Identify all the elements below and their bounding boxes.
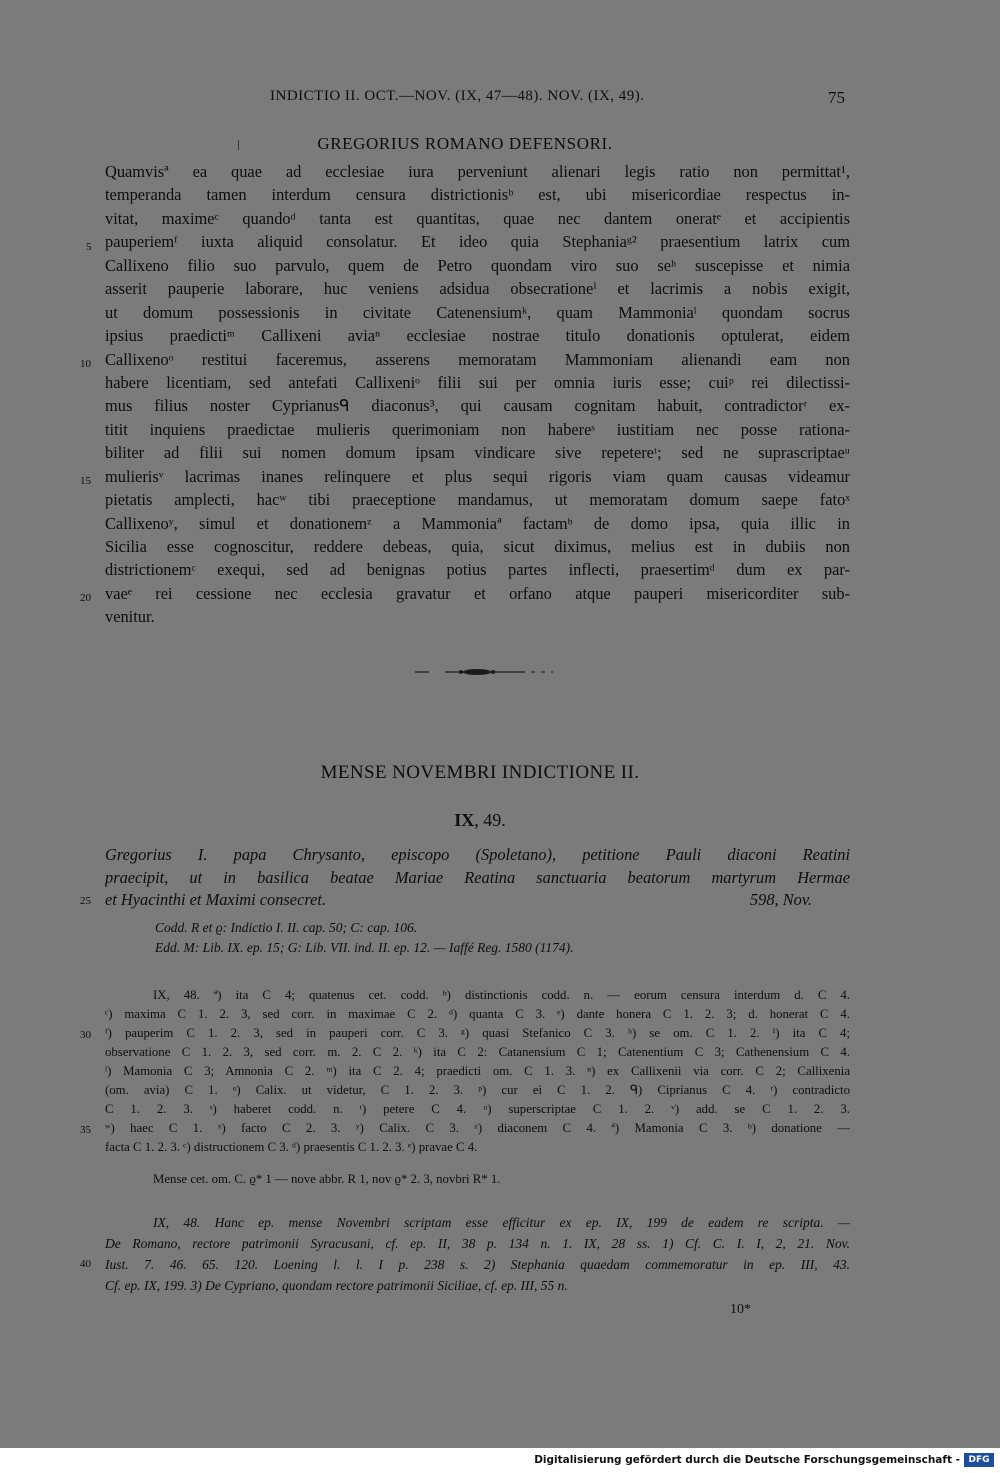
- sources-editions: Edd. M: Lib. IX. ep. 15; G: Lib. VII. ind. II. ep. 12. — Iaffé Reg. 1580 (1174).: [155, 939, 574, 955]
- letter-title: GREGORIUS ROMANO DEFENSORI.: [317, 134, 613, 153]
- ornament-divider: [415, 664, 565, 680]
- apparatus-line: facta C 1. 2. 3. ᶜ) distructionem C 3. ᵈ) praesentis C 1. 2. 3. ᵉ) pravae C 4.: [105, 1140, 478, 1154]
- regest: [105, 844, 850, 912]
- body-line: vitat, maximeᶜ quandoᵈ tanta est quantitas, quae nec dantem oneratᵉ et accipientis: [105, 208, 850, 228]
- body-line: ut domum possessionis in civitate Catenensiumᵏ, quam Mammoniaˡ quondam socrus: [105, 302, 850, 322]
- body-line: asserit pauperie laborare, huc veniens adsidua obsecrationeⁱ et lacrimis a nobis exigit,: [105, 279, 850, 299]
- footer-bar: [0, 1448, 1000, 1473]
- apparatus-line: ʷ) haec C 1. ˣ) facto C 2. 3. ʸ) Calix. C 3. ᶻ) diaconem C 4. ª) Mamonia C 3. ᵇ) donatione —: [105, 1121, 850, 1135]
- regest-line: Gregorius I. papa Chrysanto, episcopo (Spoletano), petitione Pauli diaconi Reatini: [105, 845, 850, 864]
- commentary-notes: [105, 1212, 850, 1296]
- body-line: venitur.: [105, 607, 155, 627]
- sheet-signature: 10*: [730, 1302, 751, 1317]
- body-line: Sicilia esse cognoscitur, reddere debeas, quia, sicut diximus, melius est in dubiis non: [105, 537, 850, 556]
- letter-body: [105, 160, 850, 629]
- apparatus-line: IX, 48. ª) ita C 4; quatenus cet. codd. ᵇ) distinctionis codd. n. — eorum censura interdum d. C 4.: [153, 988, 850, 1002]
- body-line: habere licentiam, sed antefati Callixeniᵒ filii sui per omnia iuris esse; cuiᵖ rei dilectissi-: [105, 372, 850, 392]
- footer-credit: Digitalisierung gefördert durch die Deutsche Forschungsgemeinschaft -: [534, 1454, 960, 1466]
- apparatus-line: (om. avia) C 1. ᵒ) Calix. ut videtur, C 1. 2. 3. ᵖ) cur ei C 1. 2. ᑫ) Ciprianus C 4. ʳ) contradicto: [105, 1083, 850, 1097]
- critical-apparatus: [105, 986, 850, 1157]
- letter-number-arabic: , 49.: [474, 810, 506, 830]
- running-head: INDICTIO II. OCT.—NOV. (IX, 47—48). NOV. (IX, 49).: [270, 88, 645, 104]
- body-line: Callixenoʸ, simul et donationemᶻ a Mammoniaª factamᵇ de domo ipsa, quia illic in: [105, 513, 850, 533]
- apparatus-line: ˡ) Mamonia C 3; Amnonia C 2. ᵐ) ita C 2. 4; praedicti om. C 1. 3. ⁿ) ex Callixenii via corr. C 2; Callixenia: [105, 1064, 850, 1078]
- line-number: 5: [86, 241, 92, 253]
- regest-last-line: [105, 889, 850, 912]
- line-number: 10: [80, 358, 91, 370]
- body-line: mus filius noster Cyprianusᑫ diaconus³, qui causam cognitam habuit, contradictorʳ ex-: [105, 396, 850, 416]
- sources-block: [155, 918, 855, 957]
- body-line: vaeᵉ rei cessione nec ecclesia gravatur et orfano atque pauperi misericorditer sub-: [105, 583, 850, 603]
- body-line: pietatis amplecti, hacʷ tibi praeceptione mandamus, ut memoratam domum saepe fatoˣ: [105, 490, 850, 510]
- line-number: 40: [80, 1258, 91, 1270]
- regest-date: 598, Nov.: [749, 890, 812, 909]
- line-number: 25: [80, 895, 91, 907]
- body-line: Callixeno filio suo parvulo, quem de Petro quondam viro suo seʰ suscepisse et nimia: [105, 255, 850, 275]
- letter-number-roman: IX: [454, 810, 475, 830]
- page-number: 75: [828, 88, 845, 107]
- commentary-line: IX, 48. Hanc ep. mense Novembri scriptam esse efficitur ex ep. IX, 199 de eadem re scripta. —: [153, 1215, 850, 1230]
- line-number: 35: [80, 1124, 91, 1136]
- apparatus-line: observatione C 1. 2. 3, sed corr. m. 2. C 2. ᵏ) ita C 2: Catanensium C 1; Catenentium C 3; Cathenensium C 4.: [105, 1045, 850, 1059]
- body-line: pauperiemᶠ iuxta aliquid consolatur. Et ideo quia Stephaniaᵍ² praesentium latrix cum: [105, 232, 850, 252]
- dfg-logo-icon: DFG: [964, 1453, 994, 1467]
- body-line: temperanda tamen interdum censura districtionisᵇ est, ubi misericordiae respectus in-: [105, 185, 850, 205]
- apparatus-line: C 1. 2. 3. ˢ) haberet codd. n. ᵗ) petere C 4. ᵘ) superscriptae C 1. 2. ᵛ) add. se C 1. 2. 3.: [105, 1102, 850, 1116]
- sources-codices: Codd. R et ϱ: Indictio I. II. cap. 50; C: cap. 106.: [155, 920, 418, 935]
- line-number: 15: [80, 475, 91, 487]
- commentary-line: De Romano, rectore patrimonii Syracusani, cf. ep. II, 38 p. 134 n. 1. IX, 28 ss. 1) Cf. C. I. I, 2, 21. Nov.: [105, 1236, 850, 1251]
- body-line: districtionemᶜ exequi, sed ad benignas potius partes inflecti, praesertimᵈ dum ex par-: [105, 560, 850, 580]
- body-line: ipsius praedictiᵐ Callixeni aviaⁿ ecclesiae nostrae titulo donationis optulerat, eidem: [105, 326, 850, 346]
- apparatus-line: ᶠ) pauperim C 1. 2. 3, sed in pauperi corr. C 3. ᵍ) quasi Stefanico C 3. ʰ) se om. C 1. 2. ⁱ) ita C 4;: [105, 1026, 850, 1040]
- line-number: 30: [80, 1029, 91, 1041]
- commentary-line: Iust. 7. 46. 65. 120. Loening l. l. I p. 238 s. 2) Stephania quaedam commemoratur in ep. III, 43.: [105, 1257, 850, 1272]
- apparatus-line: ᶜ) maxima C 1. 2. 3, sed corr. in maximae C 2. ᵈ) quanta C 3. ᵉ) dante honera C 1. 2. 3; d. honerat C 4.: [105, 1007, 850, 1021]
- body-line: Callixenoᵒ restitui faceremus, asserens memoratam Mammoniam alienandi eam non: [105, 349, 850, 369]
- commentary-line: Cf. ep. IX, 199. 3) De Cypriano, quondam rectore patrimonii Siciliae, cf. ep. III, 55 n.: [105, 1278, 568, 1293]
- line-number: 20: [80, 592, 91, 604]
- section-title: MENSE NOVEMBRI INDICTIONE II.: [320, 762, 640, 783]
- body-line: mulierisᵛ lacrimas inanes relinquere et plus sequi rigoris viam quam causas videamur: [105, 466, 850, 486]
- regest-line: praecipit, ut in basilica beatae Mariae Reatina sanctuaria beatorum martyrum Hermae: [105, 867, 850, 887]
- abbreviation-note: Mense cet. om. C. ϱ* 1 — nove abbr. R 1, nov ϱ* 2. 3, novbri R* 1.: [153, 1172, 501, 1186]
- body-line: biliter ad filii sui nomen domum ipsam vindicare sive repetereᵗ; sed ne suprascriptaeᵘ: [105, 443, 850, 463]
- letter-number: [0, 810, 960, 831]
- body-line: titit inquiens praedictae mulieris querimoniam non habereˢ iustitiam nec posse rationa-: [105, 419, 850, 439]
- regest-line: et Hyacinthi et Maximi consecret.: [105, 890, 327, 909]
- body-line: Quamvisª ea quae ad ecclesiae iura perveniunt alienari legis ratio non permittat¹,: [105, 162, 850, 181]
